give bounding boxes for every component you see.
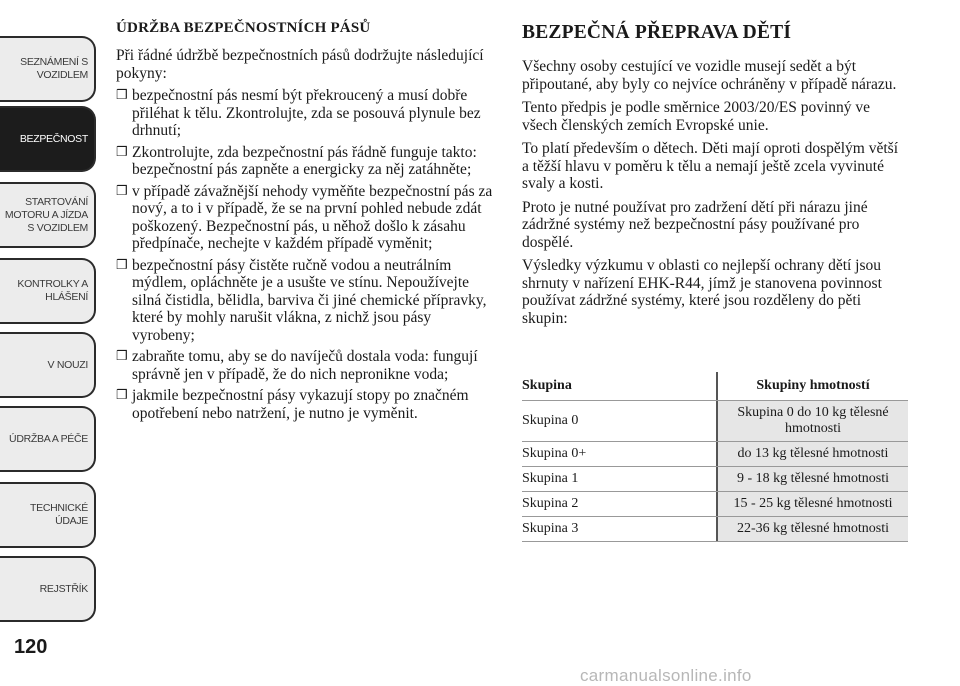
weight-cell: Skupina 0 do 10 kg tělesné hmotnosti [716, 401, 908, 441]
table-row [522, 492, 908, 517]
tab-v-nouzi[interactable]: V NOUZI [0, 332, 96, 398]
checkbox-bullet-icon: ❒ [116, 256, 128, 272]
group-cell: Skupina 0 [522, 413, 579, 428]
checkbox-bullet-icon: ❒ [116, 387, 128, 402]
tab-technicke-udaje[interactable]: TECHNICKÉ ÚDAJE [0, 482, 96, 548]
group-cell: Skupina 1 [522, 471, 579, 486]
paragraph: Tento předpis je podle směrnice 2003/20/ES povinný ve všech členských zemích Evropské unie. [522, 99, 871, 134]
list-item: ❒ zabraňte tomu, aby se do navíječů dostala voda: fungují správně jen v případě, že do nich nepronikne voda; [116, 348, 478, 383]
checkbox-bullet-icon: ❒ [116, 348, 128, 363]
right-column [522, 22, 908, 333]
seatbelt-maintenance-heading: ÚDRŽBA BEZPEČNOSTNÍCH PÁSŮ [116, 20, 371, 36]
table-row [522, 517, 908, 542]
page-number: 120 [14, 636, 48, 658]
tab-udrzba[interactable]: ÚDRŽBA A PÉČE [0, 406, 96, 472]
tab-kontrolky[interactable]: KONTROLKY A HLÁŠENÍ [0, 258, 96, 324]
weight-cell: 9 - 18 kg tělesné hmotnosti [716, 467, 908, 491]
list-item: ❒ bezpečnostní pásy čistěte ručně vodou a neutrálním mýdlem, opláchněte je a usušte ve stínu. Nepoužívejte silná čistidla, bělidla, barviva či jiné chemické přípravky, které by mohly narušit vlákna, z nichž jsou pásy vyrobeny; [116, 256, 487, 344]
tab-startovani[interactable]: STARTOVÁNÍ MOTORU A JÍZDA S VOZIDLEM [0, 182, 96, 248]
list-item: ❒ jakmile bezpečnostní pásy vykazují stopy po značném opotřebení nebo natržení, je nutno je vyměnit. [116, 387, 469, 422]
weight-group-table [522, 372, 908, 542]
group-cell: Skupina 2 [522, 496, 579, 511]
header-group: Skupina [522, 378, 572, 393]
tab-bezpecnost[interactable]: BEZPEČNOST [0, 106, 96, 172]
left-column [116, 20, 496, 426]
checkbox-bullet-icon: ❒ [116, 182, 128, 198]
header-weight: Skupiny hmotností [716, 372, 908, 400]
paragraph: Výsledky výzkumu v oblasti co nejlepší ochrany dětí jsou shrnuty v nařízení EHK-R44, jímž je stanovena povinnost používat zádržné systémy, které jsou rozděleny do pěti skupin: [522, 257, 882, 327]
weight-cell: do 13 kg tělesné hmotnosti [716, 442, 908, 466]
group-cell: Skupina 0+ [522, 446, 587, 461]
table-row [522, 442, 908, 467]
seatbelt-bullets [116, 87, 496, 422]
table-header [522, 372, 908, 401]
table-row [522, 467, 908, 492]
paragraph: To platí především o dětech. Děti mají oproti dospělým větší a těžší hlavu v poměru k tělu a nemají ještě zcela vyvinuté svaly a kosti. [522, 140, 899, 192]
tab-rejstrik[interactable]: REJSTŘÍK [0, 556, 96, 622]
weight-cell: 15 - 25 kg tělesné hmotnosti [716, 492, 908, 516]
list-item: ❒ bezpečnostní pás nesmí být překroucený a musí dobře přiléhat k tělu. Zkontrolujte, zda se posouvá plynule bez drhnutí; [116, 87, 481, 139]
checkbox-bullet-icon: ❒ [116, 143, 128, 159]
list-item: ❒ Zkontrolujte, zda bezpečnostní pás řádně funguje takto: bezpečnostní pás zapněte a energicky za něj zatáhněte; [116, 143, 477, 178]
checkbox-bullet-icon: ❒ [116, 87, 128, 102]
seatbelt-intro: Při řádné údržbě bezpečnostních pásů dodržujte následující pokyny: [116, 47, 484, 82]
group-cell: Skupina 3 [522, 521, 579, 536]
paragraph: Všechny osoby cestující ve vozidle musejí sedět a být připoutané, aby byly co nejvíce ochráněny v případě nárazu. [522, 58, 897, 93]
tab-seznameni[interactable]: SEZNÁMENÍ S VOZIDLEM [0, 36, 96, 102]
table-row [522, 401, 908, 442]
paragraph: Proto je nutné používat pro zadržení dětí při nárazu jiné zádržné systémy než bezpečnostní pásy používané pro dospělé. [522, 198, 868, 251]
weight-cell: 22-36 kg tělesné hmotnosti [716, 517, 908, 541]
child-transport-heading: BEZPEČNÁ PŘEPRAVA DĚTÍ [522, 22, 792, 43]
list-item: ❒ v případě závažnější nehody vyměňte bezpečnostní pás za nový, a to i v případě, že se na první pohled nebude zdát poškozený. Bezpečnostní pás, u něhož došlo k zásahu předpínače, nechejte v každém případě vyměnit; [116, 182, 493, 252]
watermark: carmanualsonline.info [580, 666, 752, 685]
